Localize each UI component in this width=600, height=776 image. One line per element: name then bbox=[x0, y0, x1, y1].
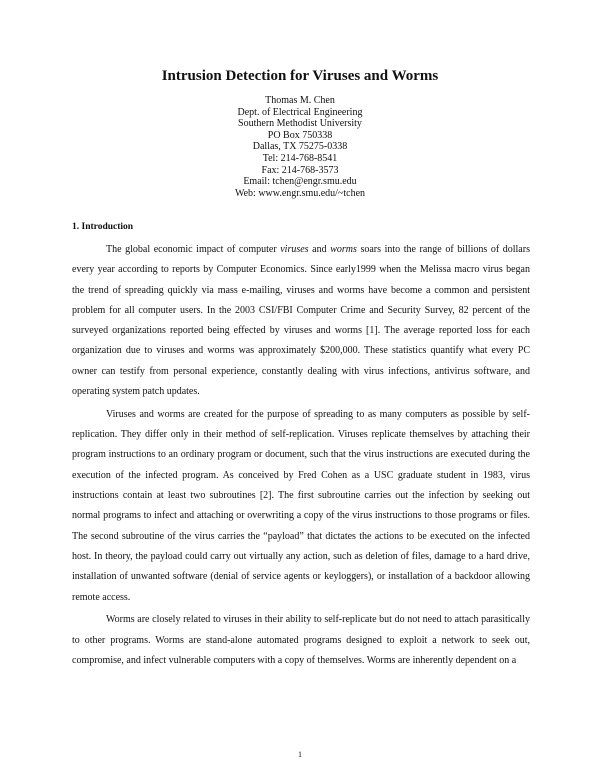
paragraph bbox=[72, 240, 530, 402]
emphasis-term: worms bbox=[330, 244, 357, 255]
author-tel: Tel: 214-768-8541 bbox=[262, 152, 338, 164]
section-heading: 1. Introduction bbox=[72, 222, 134, 232]
author-department: Dept. of Electrical Engineering bbox=[237, 106, 363, 118]
author-name: Thomas M. Chen bbox=[265, 95, 335, 106]
paragraph: Viruses and worms are created for the purpose of spreading to as many computers as possible by self-replication. They differ only in their method of self-replication. Viruses replicate themselves by attaching their program instructions to an ordinary program or document, such that the virus instructions are executed during the execution of the infected program. As conceived by Fred Cohen as a USC graduate student in 1983, virus instructions contain at least two subroutines [2]. The first subroutine carries out the infection by seeking out normal programs to infect and attaching or overwriting a copy of the virus instructions to those programs or files. The second subroutine of the virus carries the “payload” that dictates the actions to be executed on the infected host. In theory, the payload could carry out virtually any action, such as deletion of files, damage to a hard drive, installation of unwanted software (denial of service agents or keyloggers), or installation of a backdoor allowing remote access. bbox=[72, 408, 530, 603]
body-text bbox=[72, 240, 530, 674]
author-university: Southern Methodist University bbox=[238, 118, 362, 130]
author-web: Web: www.engr.smu.edu/~tchen bbox=[234, 187, 366, 199]
paragraph-text: and bbox=[308, 244, 331, 255]
author-city: Dallas, TX 75275-0338 bbox=[252, 141, 348, 153]
author-email: Email: tchen@engr.smu.edu bbox=[243, 176, 357, 188]
page-number: 1 bbox=[298, 750, 302, 759]
paragraph-text: soars into the range of billions of dollars every year according to reports by Computer Economics. Since early1999 when the Melissa macro virus began the trend of spreading quickly via mass e-mailing, viruses and worms have become a common and persistent problem for all computer users. In the 2003 CSI/FBI Computer Crime and Security Survey, 82 percent of the surveyed organizations reported being effected by viruses and worms [1]. The average reported loss for each organization due to viruses and worms was approximately $200,000. These statistics quantify what every PC owner can testify from personal experience, constantly dealing with virus infections, antivirus software, and operating system patch updates. bbox=[72, 244, 530, 398]
paragraph: Worms are closely related to viruses in their ability to self-replicate but do not need to attach parasitically to other programs. Worms are stand-alone automated programs designed to exploit a network to seek out, compromise, and infect vulnerable computers with a copy of themselves. Worms are inherently dependent on a bbox=[72, 614, 530, 666]
author-fax: Fax: 214-768-3573 bbox=[261, 164, 339, 176]
paper-title: Intrusion Detection for Viruses and Worms bbox=[161, 68, 439, 84]
author-po-box: PO Box 750338 bbox=[267, 129, 333, 141]
emphasis-term: viruses bbox=[280, 244, 309, 255]
author-block bbox=[0, 95, 600, 199]
paragraph-text: The global economic impact of computer bbox=[106, 244, 281, 255]
